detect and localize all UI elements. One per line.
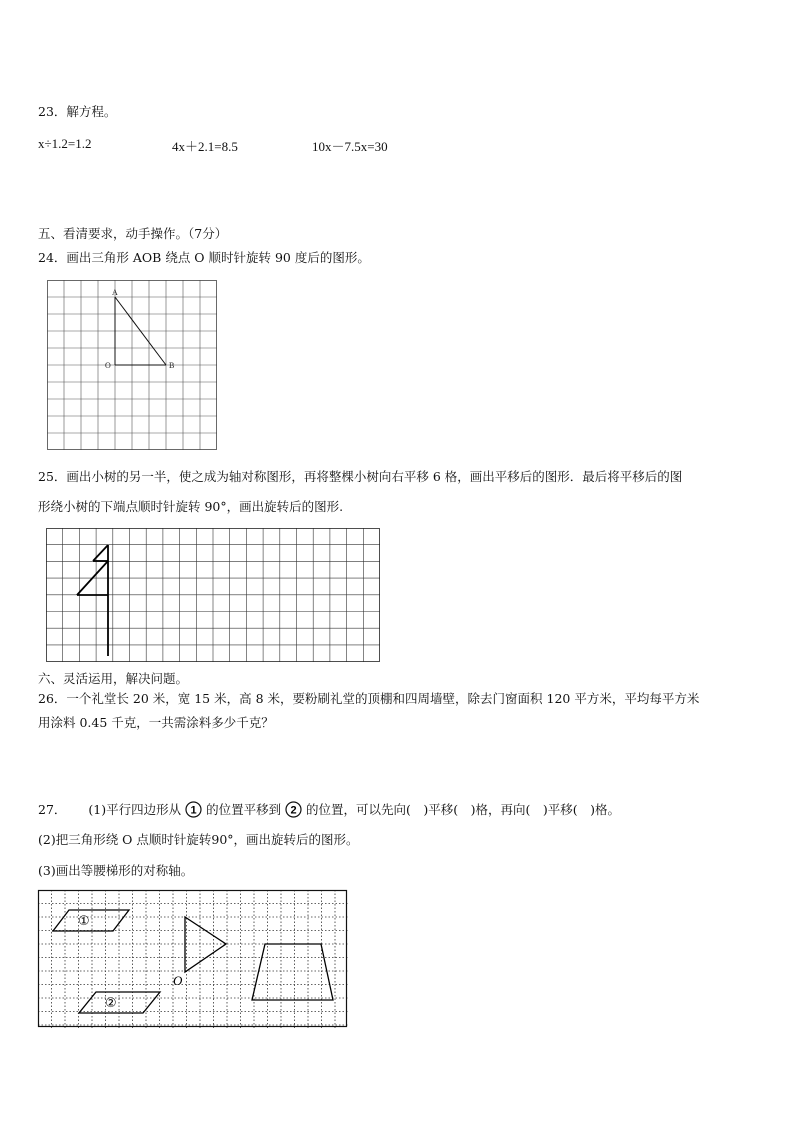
- parallelogram-1: [53, 910, 129, 931]
- q27-p1-mid: 的位置平移到: [206, 802, 282, 817]
- label-point-o: O: [173, 973, 183, 988]
- q24-grid-figure: [47, 280, 217, 450]
- q27-p1-end: 的位置，可以先向( )平移( )格，再向( )平移( )格。: [306, 802, 621, 817]
- triangle: [185, 917, 226, 972]
- label-shape-1: ①: [78, 914, 90, 929]
- q27-line1: [38, 801, 620, 818]
- parallelogram-2: [79, 992, 160, 1013]
- circle-2-marker: [285, 801, 302, 818]
- label-b: B: [169, 361, 175, 370]
- label-a: A: [112, 288, 118, 297]
- q27-p3: (3)画出等腰梯形的对称轴。: [38, 863, 194, 878]
- equation-2: 4x＋2.1=8.5: [172, 139, 238, 154]
- q24-text: 24．画出三角形 AOB 绕点 O 顺时针旋转 90 度后的图形。: [38, 250, 370, 265]
- q27-p1-start: (1)平行四边形从: [88, 802, 182, 817]
- q25-line2: 形绕小树的下端点顺时针旋转 90°，画出旋转后的图形.: [38, 499, 344, 514]
- q25-grid-figure: [46, 528, 380, 662]
- section6-heading: 六、灵活运用，解决问题。: [38, 671, 189, 686]
- q27-p2: (2)把三角形绕 O 点顺时针旋转90°，画出旋转后的图形。: [38, 832, 359, 847]
- circle-2-number: 2: [290, 804, 297, 817]
- q27-number: 27．: [38, 802, 67, 817]
- circle-1-number: 1: [190, 804, 197, 817]
- equation-3: 10x－7.5x=30: [312, 139, 388, 154]
- label-o: O: [105, 361, 111, 370]
- circle-1-marker: [185, 801, 202, 818]
- q26-line2: 用涂料 0.45 千克，一共需涂料多少千克？: [38, 715, 274, 730]
- label-shape-2: ②: [105, 996, 117, 1011]
- q23-title: 23．解方程。: [38, 104, 117, 119]
- equation-1: x÷1.2=1.2: [38, 136, 92, 151]
- isosceles-trapezoid: [252, 944, 333, 1000]
- q27-grid-figure: [38, 890, 348, 1028]
- q25-line1: 25．画出小树的另一半，使之成为轴对称图形，再将整棵小树向右平移 6 格，画出平移后的图形．最后将平移后的图: [38, 469, 683, 484]
- q26-line1: 26．一个礼堂长 20 米，宽 15 米，高 8 米，要粉刷礼堂的顶棚和四周墙壁，除去门窗面积 120 平方米，平均每平方米: [38, 691, 700, 706]
- section5-heading: 五、看清要求，动手操作。（7分）: [38, 226, 228, 241]
